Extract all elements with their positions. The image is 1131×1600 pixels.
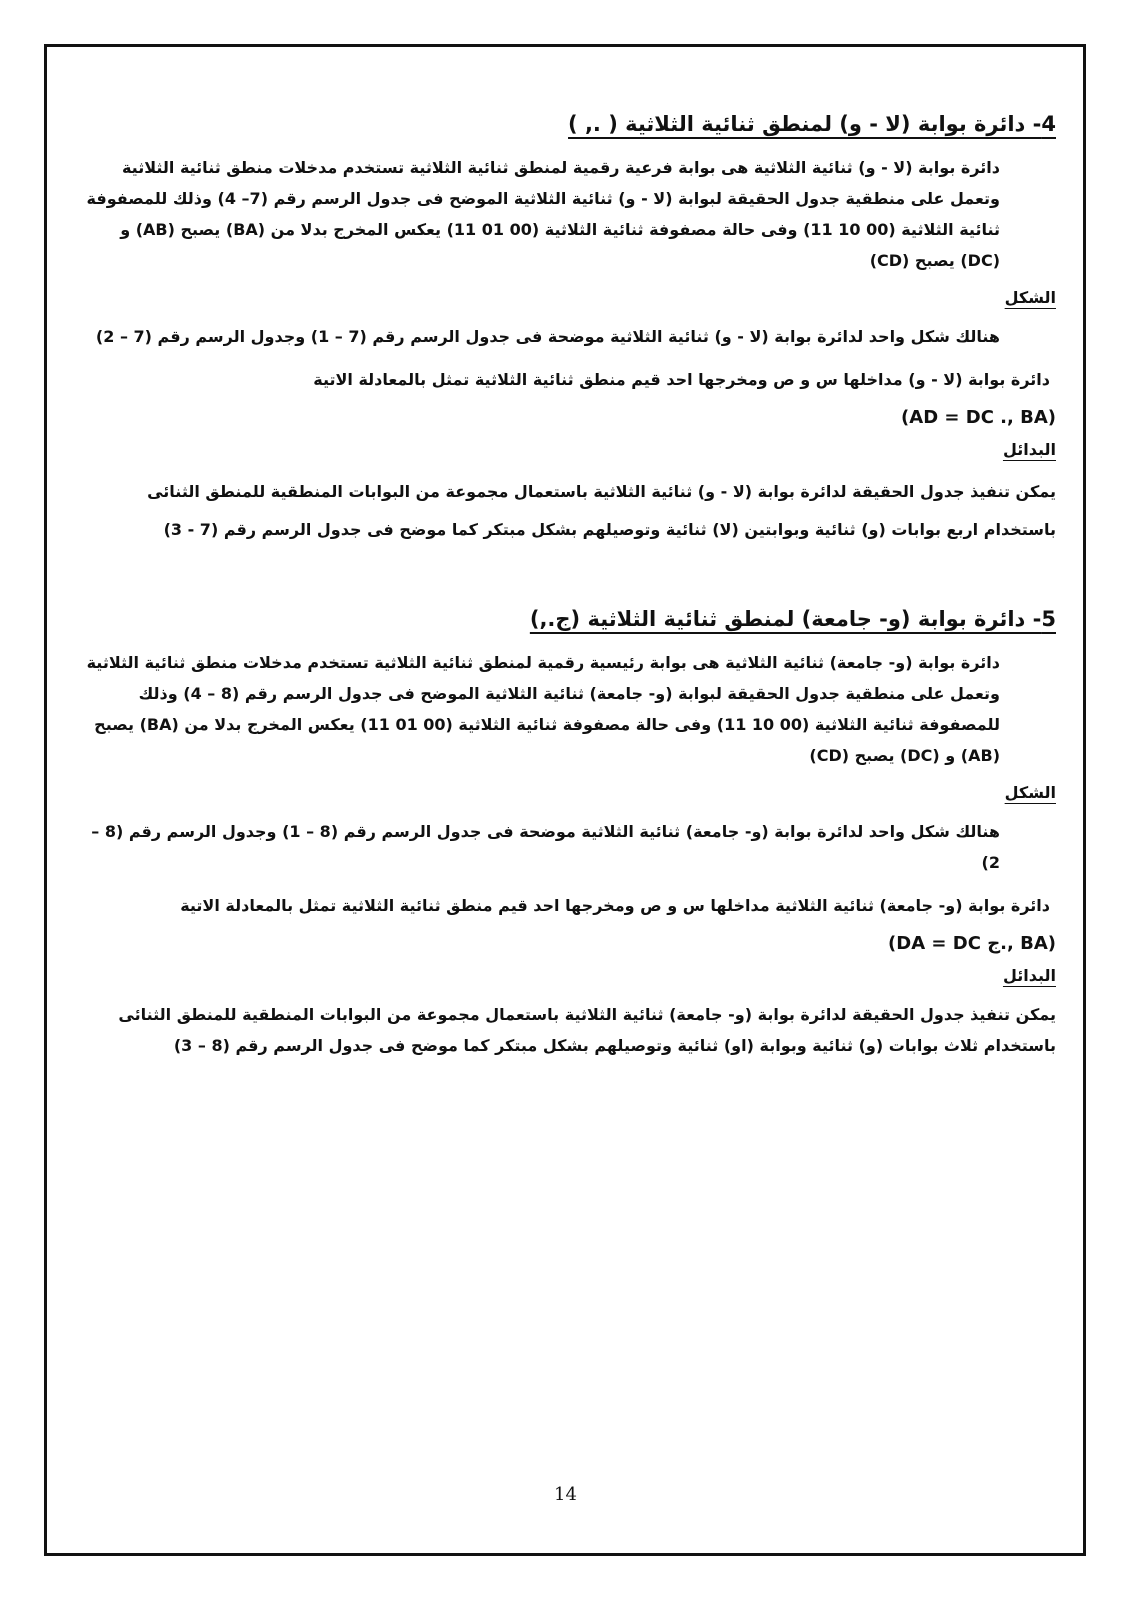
section-5-equation: (DA = DC ج., BA) [888, 933, 1056, 954]
page-content [78, 112, 1056, 1073]
section-5-shape-text: هنالك شكل واحد لدائرة بوابة (و- جامعة) ثنائية الثلاثية موضحة فى جدول الرسم رقم (8 – 1) وجدول الرسم رقم (8 – 2) [91, 822, 1000, 872]
section-4-shape-text: هنالك شكل واحد لدائرة بوابة (لا - و) ثنائية الثلاثية موضحة فى جدول الرسم رقم (7 – 1) وجدول الرسم رقم (7 – 2) [95, 327, 1000, 346]
section-4-alt-text: يمكن تنفيذ جدول الحقيقة لدائرة بوابة (لا - و) ثنائية الثلاثية باستعمال مجموعة من البوابات المنطقية للمنطق الثنائى باستخدام اربع بوابات (و) ثنائية وبوابتين (لا) ثنائية وتوصيلهم بشكل مبتكر كما موضح فى جدول الرسم رقم (7 - 3) [147, 482, 1056, 539]
section-5-alt-heading: البدائل [1002, 966, 1056, 985]
section-4-equation: (AD = DC ., BA) [901, 407, 1056, 428]
section-4-equation-intro: دائرة بوابة (لا - و) مداخلها س و ص ومخرجها احد قيم منطق ثنائية الثلاثية تمثل بالمعادلة الاتية [313, 370, 1050, 389]
section-5-equation-intro: دائرة بوابة (و- جامعة) ثنائية الثلاثية مداخلها س و ص ومخرجها احد قيم منطق ثنائية الثلاثية تمثل بالمعادلة الاتية [180, 896, 1050, 915]
section-4-title: 4- دائرة بوابة (لا - و) لمنطق ثنائية الثلاثية ( ., ) [568, 112, 1056, 136]
section-5-shape-heading: الشكل [1004, 783, 1056, 802]
section-5-title: 5- دائرة بوابة (و- جامعة) لمنطق ثنائية الثلاثية (ج.,) [529, 607, 1056, 631]
section-4-shape-heading: الشكل [1004, 288, 1056, 307]
section-5-alt-text: يمكن تنفيذ جدول الحقيقة لدائرة بوابة (و- جامعة) ثنائية الثلاثية باستعمال مجموعة من البوابات المنطقية للمنطق الثنائى باستخدام ثلاث بوابات (و) ثنائية وبوابة (او) ثنائية وتوصيلهم بشكل مبتكر كما موضح فى جدول الرسم رقم (8 – 3) [118, 1005, 1056, 1055]
section-5-intro: دائرة بوابة (و- جامعة) ثنائية الثلاثية هى بوابة رئيسية رقمية لمنطق ثنائية الثلاثية تستخدم مدخلات منطق ثنائية الثلاثية وتعمل على منطقية جدول الحقيقة لبوابة (و- جامعة) ثنائية الثلاثية الموضح فى جدول الرسم رقم (8 – 4) وذلك للمصفوفة ثنائية الثلاثية (00 10 11) وفى حالة مصفوفة ثنائية الثلاثية (00 01 11) يعكس المخرج بدلا من (BA) يصبح (AB) و (DC) يصبح (CD) [86, 653, 1000, 765]
page-number: 14 [554, 1484, 577, 1505]
section-4-intro: دائرة بوابة (لا - و) ثنائية الثلاثية هى بوابة فرعية رقمية لمنطق ثنائية الثلاثية تستخدم مدخلات منطق ثنائية الثلاثية وتعمل على منطقية جدول الحقيقة لبوابة (لا - و) ثنائية الثلاثية الموضح فى جدول الرسم رقم (7– 4) وذلك للمصفوفة ثنائية الثلاثية (00 10 11) وفى حالة مصفوفة ثنائية الثلاثية (00 01 11) يعكس المخرج بدلا من (BA) يصبح (AB) و (DC) يصبح (CD) [86, 158, 1000, 270]
section-4-alt-heading: البدائل [1002, 440, 1056, 459]
section-gap [78, 561, 1056, 607]
